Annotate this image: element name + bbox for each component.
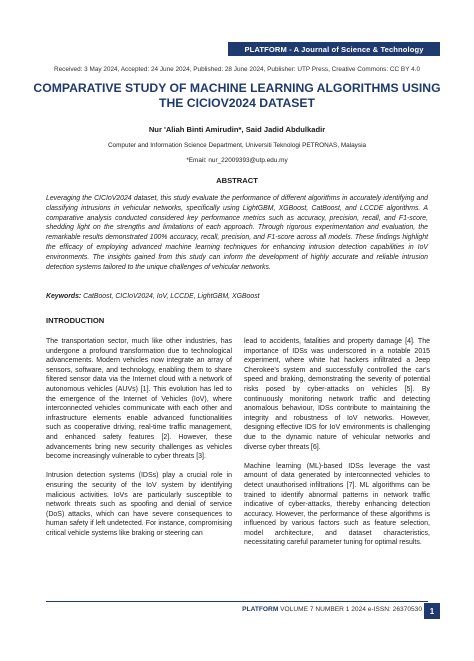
abstract-heading: ABSTRACT [216, 176, 258, 185]
author-affiliation: Computer and Information Science Department, Universiti Teknologi PETRONAS, Malaysia [107, 142, 367, 149]
introduction-heading: INTRODUCTION [46, 316, 105, 325]
keywords-list: CatBoost, CICIoV2024, IoV, LCCDE, LightGBM, XGBoost [83, 293, 260, 300]
author-email: *Email: nur_22009393@utp.edu.my [186, 157, 288, 164]
footer-journal: PLATFORM [242, 606, 279, 613]
footer-issue: VOLUME 7 NUMBER 1 2024 e-ISSN: 26370530 [280, 606, 422, 613]
keywords-label: Keywords: [46, 293, 82, 300]
paragraph: lead to accidents, fatalities and property damage [4]. The importance of IDSs was underscored in a notable 2015 experiment, where white hat hackers infiltrated a Jeep Cherokee's system and successfully controlled the car's speed and braking, demonstrating the severity of potential risks posed by cyber-attacks on vehicles [5]. By continuously monitoring network traffic and detecting anomalous behaviour, IDSs contribute to maintaining the integrity and robustness of IoV networks. However, designing effective IDS for IoV environments is challenging due to the dynamic nature of vehicular networks and diverse cyber threats [6]. [244, 338, 430, 451]
left-column [46, 337, 232, 548]
footer-divider [46, 601, 428, 602]
paragraph: Machine learning (ML)-based IDSs leverage the vast amount of data generated by interconnected vehicles to detect unauthorised infiltrations [7]. ML algorithms can be trained to identify abnormal patterns in network traffic indicative of cyber-attacks, thereby enhancing detection accuracy. However, the performance of these algorithms is influenced by various factors such as feature selection, model architecture, and dataset characteristics, necessitating careful parameter tuning for optimal results. [244, 462, 430, 547]
journal-banner: PLATFORM - A Journal of Science & Technology [228, 42, 440, 56]
article-title: COMPARATIVE STUDY OF MACHINE LEARNING ALGORITHMS USING THE CICIOV2024 DATASET [33, 81, 441, 110]
paragraph: Intrusion detection systems (IDSs) play a crucial role in ensuring the security of the IoV system by identifying malicious activities. IoVs are particularly susceptible to network threats such as spoofing and denial of service (DoS) attacks, which can have severe consequences to human safety if left undetected. For instance, compromising critical vehicle systems like braking or steering can [46, 472, 232, 537]
keywords [46, 293, 428, 300]
paragraph: The transportation sector, much like other industries, has undergone a profound transformation due to technological advancements. Modern vehicles now integrate an array of sensors, software, and technology, enabling them to share filtered sensor data via the Internet cloud with a network of autonomous vehicles (AUVs) [1]. This evolution has led to the emergence of the Internet of Vehicles (IoV), where interconnected vehicles communicate with each other and infrastructure elements enable advanced functionalities such as cooperative driving, real-time traffic management, and enhanced safety features [2]. However, these advancements bring new security challenges as vehicles become increasingly vulnerable to cyber threats [3]. [46, 338, 232, 461]
page-number: 1 [424, 603, 440, 619]
right-column [244, 337, 430, 558]
abstract-text: Leveraging the CICIoV2024 dataset, this study evaluate the performance of different algorithms in accurately identifying and classifying intrusions in vehicular networks, specifically using LightGBM, XGBoost, CatBoost, and LCCDE algorithms. A comparative analysis conducted considered key performance metrics such as accuracy, precision, recall, and F1-score, shedding light on the strengths and limitations of each approach. Through rigorous experimentation and evaluation, the remarkable results demonstrated 100% accuracy, recall, precision, and F1-score across all models. These findings highlight the efficacy of employing advanced machine learning techniques for enhancing intrusion detection capabilities in IoV environments. The insights gained from this study can inform the development of highly accurate and reliable intrusion detection systems tailored to the unique challenges of vehicular networks. [46, 195, 428, 271]
article-authors: Nur 'Aliah Binti Amirudin*, Said Jadid Abdulkadir [148, 125, 326, 134]
footer-info [242, 606, 422, 613]
publication-dates: Received: 3 May 2024, Accepted: 24 June 2024, Published: 28 June 2024, Publisher: UTP Press, Creative Commons: CC BY 4.0 [53, 66, 420, 73]
